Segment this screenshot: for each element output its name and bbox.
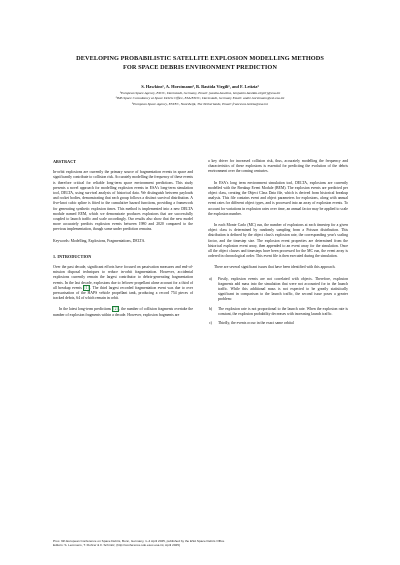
keywords: Keywords: Modelling, Explosions, Fragmentations, DELTA.: [53, 238, 146, 243]
list-item-text: Thirdly, the events occur in the exact same orbital: [218, 321, 294, 326]
abstract-heading: ABSTRACT: [53, 159, 77, 164]
author-list: S. Hawkins¹, A. Horstmann², B. Bastida Virgili¹, and F. Letizia³: [141, 84, 259, 89]
title-line-1: DEVELOPING PROBABILISTIC SATELLITE EXPLOSION MODELLING METHODS: [76, 55, 324, 62]
left-column: [53, 159, 193, 324]
citation-link-1[interactable]: [1]: [84, 285, 89, 290]
list-marker: a): [209, 276, 212, 281]
list-marker: b): [209, 306, 213, 311]
intro-p2-text-b: , the number of collision fragments overtake the number of explosion fragments within a decade. However, explosion fragments are: [53, 307, 194, 317]
right-paragraph-2: In ESA's long term environment simulation tool, DELTA, explosions are currently modelled with the Breakup Event Module (BEM). The explosion events are predicted per object class, creating the Object Class Data file, which is derived from historical breakup analysis. This file contains event and object parameters for explosions, along with annual event rates for different object types, and is processed into an array of explosion events. To account for variations in explosion rates over time, an annual factor may be applied to scale the explosion number.: [208, 180, 348, 216]
right-column: [208, 159, 348, 330]
list-item-text: Firstly, explosion events are not correlated with objects. Therefore, explosion fragments add mass into the simulation that were not accounted for in the launch traffic. While this additional mass is not expected to be greatly statistically significant in comparison to the launch traffic, the second issue poses a greater problem:: [218, 276, 348, 302]
list-marker: c): [209, 321, 212, 326]
affiliation-1: ¹European Space Agency, ESOC, Darmstadt, Germany, Email: {saskia.hawkins, benjamin.bastida.virgili}@esa.int: [119, 91, 281, 95]
intro-paragraph-2: [53, 307, 193, 317]
affiliation-2: ²IMS Space Consultancy at Space Debris Office, ESA/ESOC, Darmstadt, Germany Email: andre.horstmann@ext.esa.int: [115, 96, 285, 101]
introduction-heading: 1. INTRODUCTION: [53, 253, 92, 259]
intro-p1-text-a: Over the past decade, significant efforts have focused on passivation measures and end-of-mission disposal techniques to reduce in-orbit fragmentation. However, accidental explosions currently remain the largest contributor to debris-generating fragmentation events. In the last decade, explosions due to leftover propellant alone account for a third of all breakup events: [53, 265, 193, 290]
right-paragraph-4: There are several significant issues that have been identified with this approach.: [214, 265, 336, 270]
affiliations: [28, 91, 372, 107]
abstract-text: In-orbit explosions are currently the primary source of fragmentation events in space and significantly contribute to collision risk. Accurately modelling the frequency of these events is therefore critical for reliable long-term space environment predictions. This study presents a novel approach for modelling explosion events in ESA's long-term simulation tool, DELTA, using survival analysis of historical data. We distinguish between payloads and rocket bodies, demonstrating that each group follows a distinct survival distribution. A five-knot cubic spline is fitted to the cumulative hazard functions, providing a framework for generating synthetic explosion times. This method is implemented into a new DELTA module named EEM, which we demonstrate produces explosions that are successfully coupled to launch traffic and scale accordingly. Our results also show that the new model more accurately predicts explosion events between 1980 and 2020 compared to the previous implementation, though some under prediction remains.: [53, 170, 193, 232]
title-line-2: FOR SPACE DEBRIS ENVIRONMENT PREDICTION: [123, 64, 277, 71]
list-item: [208, 307, 348, 317]
list-item: [208, 321, 348, 326]
right-paragraph-1: a key driver for increased collision risk, thus, accurately modelling the frequency and characteristics of these explosions is essential for predicting the evolution of the debris environment over the coming centuries.: [208, 159, 348, 174]
footer-line-2: Editors: S. Lemmens, T. Flohrer & F. Schmitz, (http://conference.sdo.esoc.esa.int, April 2025): [53, 543, 181, 548]
paper-title: [28, 54, 372, 72]
issue-list: [208, 277, 348, 327]
list-item-text: The explosion rate is not proportional to the launch rate. When the explosion rate is constant, the explosion probability decreases with increasing launch traffic.: [218, 306, 348, 316]
intro-p2-text-a: In the latest long-term predictions: [59, 307, 113, 312]
footer-line-1: Proc. 9th European Conference on Space Debris, Bonn, Germany, 1–4 April 2025, published by the ESA Space Debris Office: [53, 539, 225, 543]
proceedings-footer: [53, 539, 353, 548]
intro-paragraph-1: [53, 265, 193, 301]
list-item: [208, 277, 348, 303]
right-paragraph-3: In each Monte Carlo (MC) run, the number of explosions at each timestep for a given object class is determined by randomly sampling from a Poisson distribution. This distribution is defined by the object class's explosion rate, the corresponding year's scaling factor, and the timestep size. The explosion event properties are determined from the historical explosion event array, then appended to an event array for the simulation. Once all the object classes and timesteps have been processed for the MC run, the event array is ordered in chronological order. This event file is then executed during the simulation.: [208, 223, 348, 259]
citation-link-2[interactable]: [2]: [113, 307, 118, 312]
intro-p1-text-b: . The third largest recorded fragmentation event was due to over pressurisation of the HAPS vehicle propellant tank, producing a record 754 pieces of tracked debris, 64 of which remain in orbit.: [53, 285, 193, 301]
affiliation-3: ³European Space Agency, ESTEC, Noordwijk, The Netherlands, Email: francesca.letizia@esa.int: [132, 101, 268, 106]
